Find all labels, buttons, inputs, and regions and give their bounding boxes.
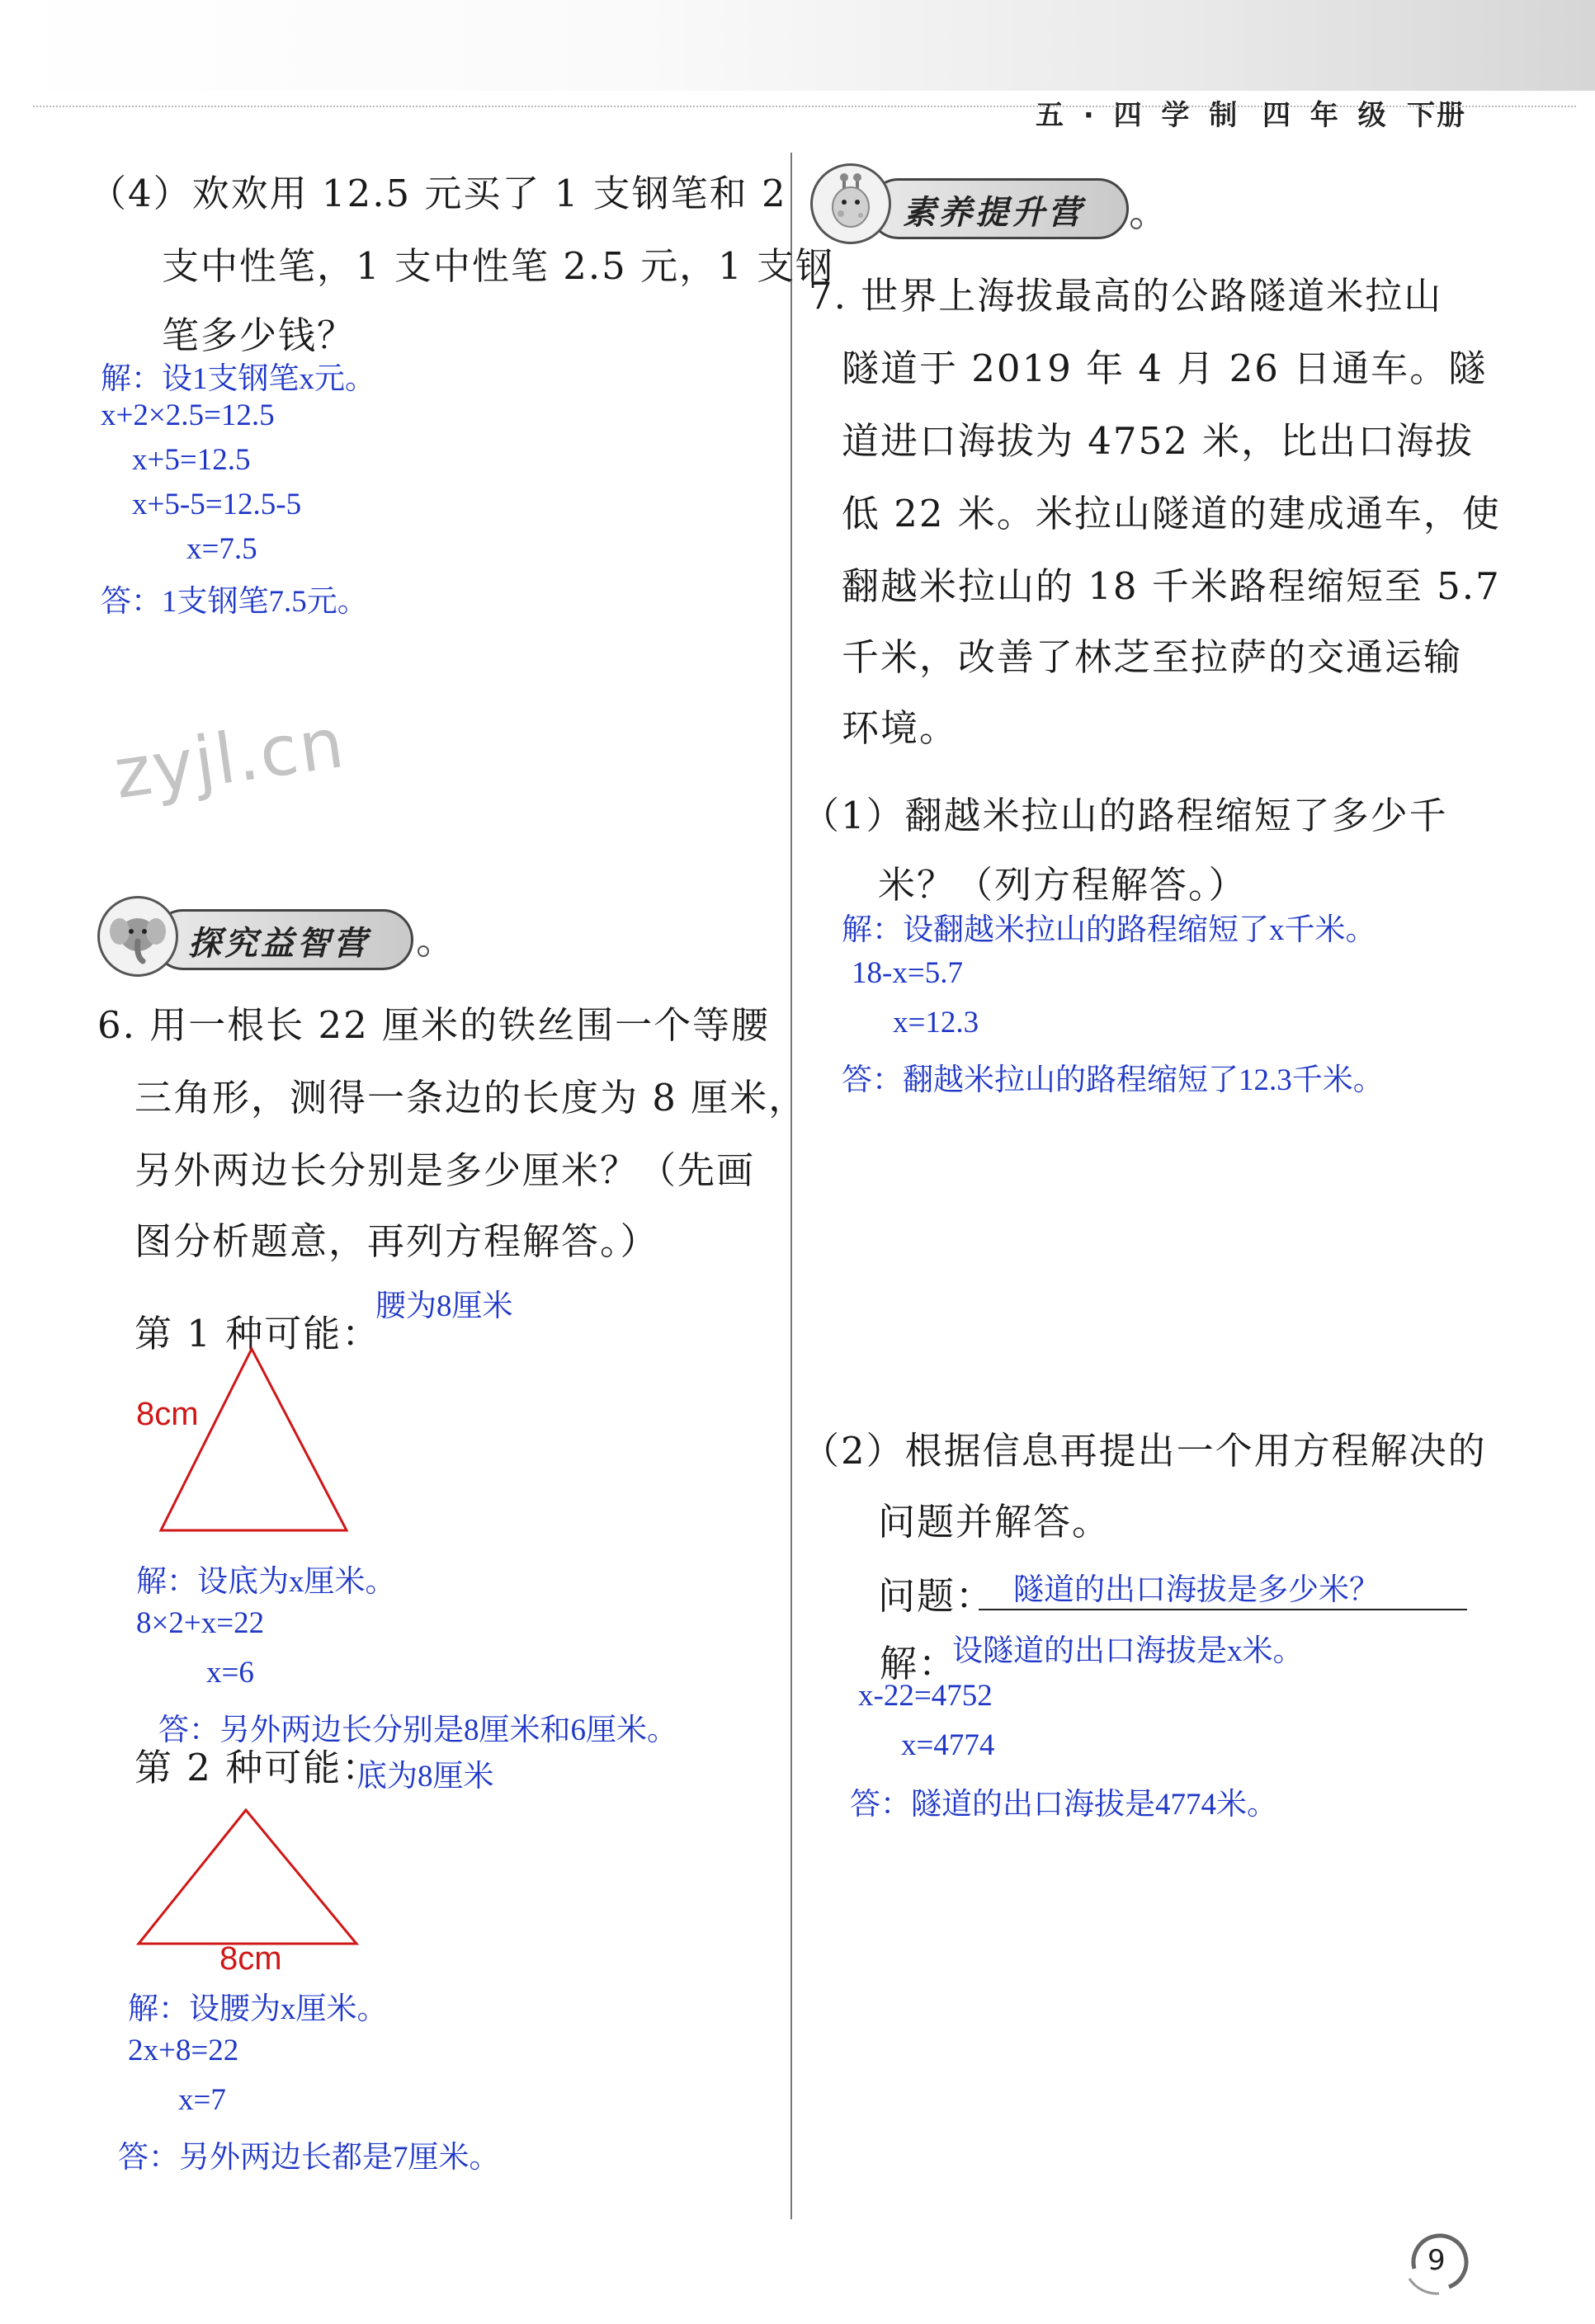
q7-line: 翻越米拉山的 18 千米路程缩短至 5.7: [842, 564, 1501, 608]
q7-sub2-answer-line: 设隧道的出口海拔是x米。: [952, 1634, 1304, 1668]
q6-line4: 图分析题意，再列方程解答。）: [134, 1219, 659, 1263]
q7-line: 环境。: [842, 706, 959, 750]
q4-answer-line: x+5=12.5: [132, 443, 251, 477]
q4-answer-line: x=7.5: [186, 532, 257, 566]
q7-line: 低 22 米。米拉山隧道的建成通车，使: [842, 492, 1501, 535]
q4-line3: 笔多少钱？: [162, 313, 356, 357]
q7-sub2-question-label: 问题：: [878, 1574, 995, 1618]
q4-answer-line: 解：设1支钢笔x元。: [101, 362, 375, 396]
header-volume: 下册: [1407, 99, 1466, 132]
header-grade: 四 年 级: [1262, 99, 1391, 132]
q7-line: 7. 世界上海拔最高的公路隧道米拉山: [809, 274, 1443, 318]
q7-sub2-line2: 问题并解答。: [878, 1500, 1111, 1544]
q7-sub2-answer-line: 答：隧道的出口海拔是4774米。: [850, 1788, 1277, 1822]
case1-answer-line: 答：另外两边长分别是8厘米和6厘米。: [158, 1714, 677, 1747]
case1-answer-line: 8×2+x=22: [136, 1606, 265, 1640]
q4-answer-line: x+2×2.5=12.5: [101, 398, 275, 432]
header-band: [0, 0, 1595, 91]
q6-line3: 另外两边长分别是多少厘米？（先画: [134, 1148, 756, 1192]
q7-sub1-answer-line: 答：翻越米拉山的路程缩短了12.3千米。: [842, 1063, 1384, 1097]
case1-answer-line: 解：设底为x厘米。: [136, 1565, 396, 1599]
question-underline: [979, 1609, 1467, 1610]
q7-sub1-answer-line: x=12.3: [893, 1006, 979, 1039]
q7-sub2-answer-label: 解：: [880, 1642, 958, 1685]
q7-sub1-answer-line: 18-x=5.7: [852, 956, 963, 990]
header-series: 五 · 四 学 制: [1036, 99, 1243, 132]
case2-answer-line: 答：另外两边长都是7厘米。: [118, 2141, 500, 2175]
case1-side-label: 8cm: [136, 1396, 199, 1432]
case1-note: 腰为8厘米: [375, 1289, 513, 1323]
badge-dot: [418, 945, 429, 957]
badge-dot: [1130, 218, 1142, 229]
page-number: 9: [1427, 2244, 1446, 2277]
q6-line1: 6. 用一根长 22 厘米的铁丝围一个等腰: [97, 1003, 771, 1047]
q4-line2: 支中性笔，1 支中性笔 2.5 元，1 支钢: [162, 244, 835, 288]
q4-answer-line: x+5-5=12.5-5: [132, 488, 302, 521]
q7-sub2-question-answer: 隧道的出口海拔是多少米？: [1013, 1573, 1380, 1607]
header-rule: [33, 106, 1576, 107]
case2-answer-line: 解：设腰为x厘米。: [128, 1992, 388, 2026]
q7-sub2-line1: （2）根据信息再提出一个用方程解决的: [802, 1429, 1487, 1473]
q7-sub1-answer-line: 解：设翻越米拉山的路程缩短了x千米。: [842, 913, 1376, 947]
case1-answer-line: x=6: [206, 1656, 254, 1690]
case2-label: 第 2 种可能：: [134, 1746, 381, 1789]
elephant-icon: [97, 896, 178, 977]
q4-answer-line: 答：1支钢笔7.5元。: [101, 585, 368, 619]
q7-sub1-line1: （1）翻越米拉山的路程缩短了多少千: [802, 794, 1448, 837]
q7-line: 道进口海拔为 4752 米，比出口海拔: [842, 419, 1475, 463]
case2-base-label: 8cm: [219, 1940, 282, 1977]
q7-sub2-answer-line: x-22=4752: [858, 1679, 993, 1713]
case2-answer-line: x=7: [178, 2083, 226, 2117]
q6-line2: 三角形，测得一条边的长度为 8 厘米，: [134, 1076, 808, 1120]
q4-line1: （4）欢欢用 12.5 元买了 1 支钢笔和 2: [89, 172, 787, 215]
q7-line: 千米，改善了林芝至拉萨的交通运输: [842, 635, 1463, 679]
section-badge-title: 素养提升营: [903, 194, 1084, 232]
case2-answer-line: 2x+8=22: [128, 2034, 239, 2067]
giraffe-icon: [810, 163, 891, 244]
q7-line: 隧道于 2019 年 4 月 26 日通车。隧: [842, 346, 1488, 390]
watermark: zyjl.cn: [109, 701, 351, 815]
case1-label: 第 1 种可能：: [134, 1312, 381, 1355]
q7-sub2-answer-line: x=4774: [901, 1728, 995, 1762]
case2-note: 底为8厘米: [356, 1760, 494, 1794]
section-badge-title: 探究益智营: [188, 925, 370, 963]
q7-sub1-line2: 米？（列方程解答。）: [878, 863, 1248, 907]
column-divider: [790, 153, 792, 2219]
isosceles-triangle-case1: [124, 1332, 363, 1539]
isosceles-triangle-case2: [124, 1790, 371, 1955]
